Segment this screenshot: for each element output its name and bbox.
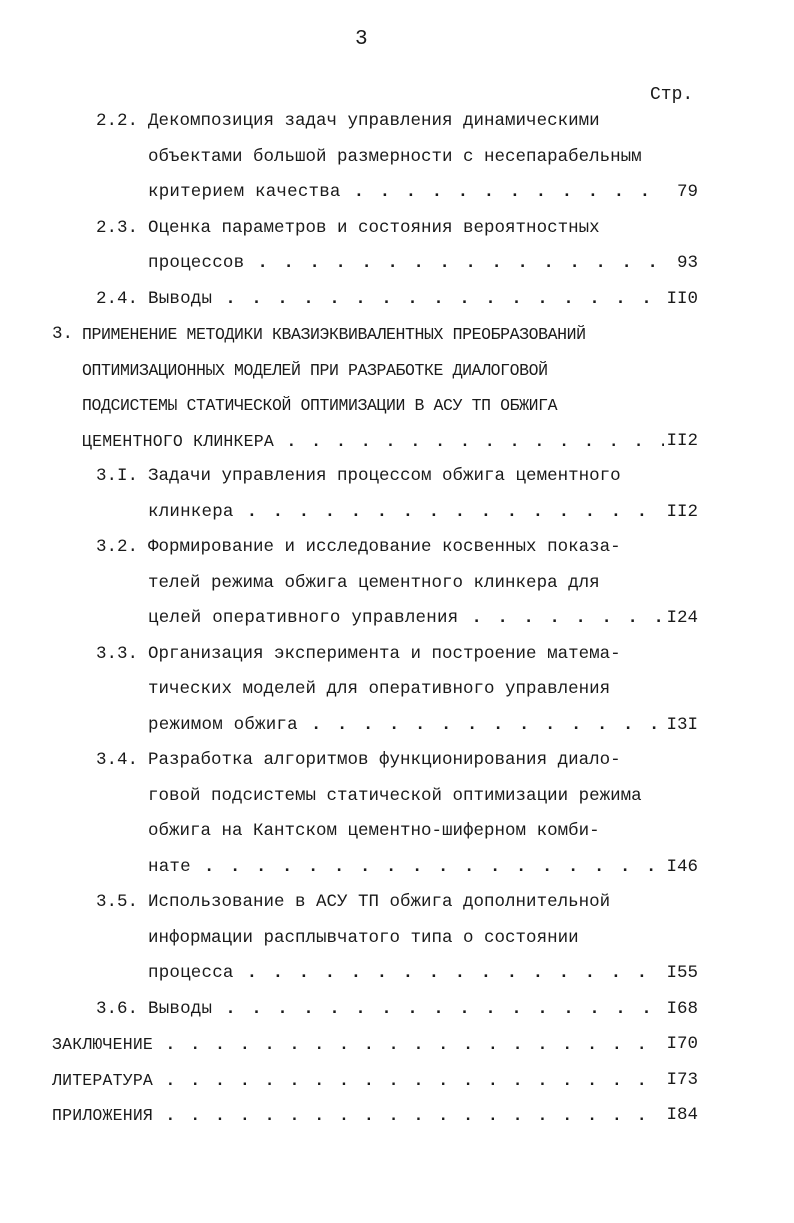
toc-page-number: I55 bbox=[666, 963, 698, 983]
toc-entry-title: говой подсистемы статической оптимизации режима bbox=[148, 785, 642, 806]
toc-entry-title: информации расплывчатого типа о состоянии bbox=[148, 927, 579, 948]
toc-page-number: I70 bbox=[666, 1034, 698, 1054]
toc-line bbox=[0, 743, 794, 779]
toc-line bbox=[0, 921, 794, 957]
toc-entry bbox=[0, 282, 794, 318]
toc-entry-title: ЛИТЕРАТУРА . . . bbox=[52, 1063, 664, 1099]
toc-entry bbox=[0, 211, 794, 282]
toc-line bbox=[0, 708, 794, 744]
toc-line bbox=[0, 1027, 794, 1063]
toc-page-number: I68 bbox=[666, 998, 698, 1019]
toc-entry-title: телей режима обжига цементного клинкера для bbox=[148, 572, 600, 593]
toc-line bbox=[0, 637, 794, 673]
toc-line bbox=[0, 850, 794, 886]
toc-line bbox=[0, 317, 794, 353]
page-number: 3 bbox=[355, 28, 368, 51]
toc-line bbox=[0, 388, 794, 424]
toc-entry-title: нате . . . bbox=[148, 850, 664, 886]
toc-line bbox=[0, 1063, 794, 1099]
toc-line bbox=[0, 459, 794, 495]
toc-entry-title: Оценка параметров и состояния вероятностных bbox=[148, 217, 600, 238]
toc-entry-title: Формирование и исследование косвенных показа- bbox=[148, 537, 621, 557]
toc-entry-title: режимом обжига . . . bbox=[148, 708, 664, 744]
toc-entry-number: 2.2. bbox=[96, 111, 139, 131]
toc-entry-number: 3.4. bbox=[96, 750, 139, 770]
toc-entry-title: ПОДСИСТЕМЫ СТАТИЧЕСКОЙ ОПТИМИЗАЦИИ В АСУ ТП ОБЖИГА bbox=[82, 396, 558, 415]
toc-page-number: 79 bbox=[676, 182, 698, 202]
table-of-contents bbox=[0, 104, 794, 1134]
toc-line bbox=[0, 566, 794, 602]
toc-entry-title: критерием качества . . . bbox=[148, 175, 664, 211]
toc-line bbox=[0, 246, 794, 282]
toc-entry-number: 3.5. bbox=[96, 892, 139, 912]
toc-entry-title: ПРИМЕНЕНИЕ МЕТОДИКИ КВАЗИЭКВИВАЛЕНТНЫХ ПРЕОБРАЗОВАНИЙ bbox=[82, 325, 586, 344]
toc-line bbox=[0, 140, 794, 176]
toc-entry bbox=[0, 992, 794, 1028]
toc-entry bbox=[0, 743, 794, 885]
toc-line bbox=[0, 672, 794, 708]
toc-entry-title: тических моделей для оперативного управления bbox=[148, 679, 611, 699]
toc-entry-title: ЦЕМЕНТНОГО КЛИНКЕРА . . . bbox=[82, 424, 664, 460]
toc-entry-number: 3.2. bbox=[96, 537, 139, 557]
toc-page-number: I3I bbox=[666, 714, 698, 735]
toc-entry-number: 3. bbox=[52, 324, 74, 344]
toc-entry bbox=[0, 104, 794, 211]
toc-entry bbox=[0, 1027, 794, 1063]
toc-page-number: I84 bbox=[666, 1105, 698, 1125]
toc-page-number: 93 bbox=[676, 253, 698, 273]
toc-entry-number: 3.3. bbox=[96, 643, 139, 664]
toc-entry-title: процессов . . . bbox=[148, 246, 664, 282]
toc-line bbox=[0, 495, 794, 531]
toc-entry-title: Использование в АСУ ТП обжига дополнительной bbox=[148, 892, 611, 912]
toc-line bbox=[0, 601, 794, 637]
toc-entry-title: Декомпозиция задач управления динамическими bbox=[148, 111, 600, 131]
toc-line bbox=[0, 353, 794, 389]
toc-entry-number: 3.6. bbox=[96, 998, 139, 1019]
toc-entry-title: обжига на Кантском цементно-шиферном комби- bbox=[148, 821, 600, 841]
toc-entry-title: ЗАКЛЮЧЕНИЕ . . . bbox=[52, 1027, 664, 1063]
toc-entry bbox=[0, 885, 794, 992]
toc-line bbox=[0, 1098, 794, 1134]
toc-entry-title: ОПТИМИЗАЦИОННЫХ МОДЕЛЕЙ ПРИ РАЗРАБОТКЕ ДИАЛОГОВОЙ bbox=[82, 360, 548, 380]
toc-line bbox=[0, 104, 794, 140]
toc-page-number: I73 bbox=[666, 1069, 698, 1090]
toc-entry-title: целей оперативного управления . . . bbox=[148, 601, 664, 637]
toc-entry-title: Организация эксперимента и построение матема- bbox=[148, 643, 621, 664]
toc-entry-title: Разработка алгоритмов функционирования диало- bbox=[148, 750, 621, 770]
toc-entry-title: ПРИЛОЖЕНИЯ . . . bbox=[52, 1098, 664, 1134]
toc-line bbox=[0, 424, 794, 460]
toc-page-number: II0 bbox=[666, 288, 698, 309]
toc-entry-title: объектами большой размерности с несепарабельным bbox=[148, 146, 642, 167]
toc-page-number: II2 bbox=[666, 430, 698, 451]
toc-entry-title: Выводы . . . bbox=[148, 992, 664, 1028]
toc-entry-title: Выводы . . . bbox=[148, 282, 664, 318]
toc-line bbox=[0, 530, 794, 566]
toc-entry-title: процесса . . . bbox=[148, 956, 664, 992]
toc-line bbox=[0, 211, 794, 247]
toc-entry bbox=[0, 459, 794, 530]
toc-line bbox=[0, 175, 794, 211]
toc-page-number: I24 bbox=[666, 608, 698, 628]
toc-entry bbox=[0, 1098, 794, 1134]
toc-entry-number: 2.4. bbox=[96, 288, 139, 309]
toc-entry-title: клинкера . . . bbox=[148, 495, 664, 531]
toc-line bbox=[0, 814, 794, 850]
toc-line bbox=[0, 282, 794, 318]
toc-entry-number: 2.3. bbox=[96, 217, 139, 238]
toc-entry bbox=[0, 637, 794, 744]
toc-page-number: II2 bbox=[666, 501, 698, 522]
toc-entry bbox=[0, 317, 794, 459]
pages-column-header: Стр. bbox=[650, 85, 694, 105]
toc-page-number: I46 bbox=[666, 856, 698, 877]
toc-line bbox=[0, 779, 794, 815]
toc-entry bbox=[0, 1063, 794, 1099]
toc-entry bbox=[0, 530, 794, 637]
toc-entry-number: 3.I. bbox=[96, 466, 139, 486]
toc-line bbox=[0, 885, 794, 921]
toc-line bbox=[0, 992, 794, 1028]
toc-line bbox=[0, 956, 794, 992]
toc-entry-title: Задачи управления процессом обжига цементного bbox=[148, 466, 621, 486]
